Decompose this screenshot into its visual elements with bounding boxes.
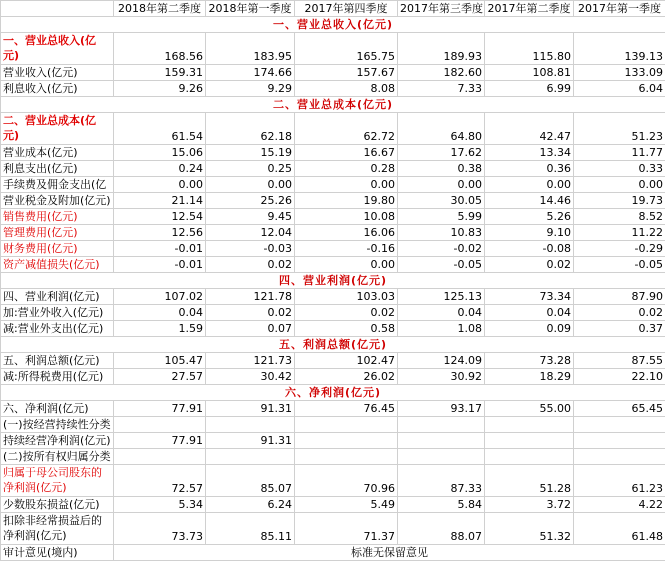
- section-header-row: [1, 337, 665, 353]
- cell-value: 25.26: [206, 193, 295, 209]
- cell-value: [295, 417, 398, 433]
- table-row: [1, 497, 665, 513]
- cell-value: 70.96: [295, 465, 398, 497]
- cell-value: 30.05: [398, 193, 485, 209]
- row-label: 六、净利润(亿元): [1, 401, 114, 417]
- cell-value: [295, 433, 398, 449]
- cell-value: 18.29: [485, 369, 574, 385]
- cell-value: [114, 417, 206, 433]
- section-title: 一、营业总收入(亿元): [1, 17, 665, 33]
- table-row: [1, 225, 665, 241]
- cell-value: 0.04: [485, 305, 574, 321]
- cell-value: 5.49: [295, 497, 398, 513]
- cell-value: 73.28: [485, 353, 574, 369]
- cell-value: 0.00: [398, 177, 485, 193]
- row-label: 持续经营净利润(亿元): [1, 433, 114, 449]
- row-label: 扣除非经常损益后的净利润(亿元): [1, 513, 114, 545]
- table-row: [1, 401, 665, 417]
- cell-value: 108.81: [485, 65, 574, 81]
- cell-value: 64.80: [398, 113, 485, 145]
- cell-value: 26.02: [295, 369, 398, 385]
- cell-value: [398, 417, 485, 433]
- section-header-row: [1, 273, 665, 289]
- cell-value: 133.09: [574, 65, 665, 81]
- cell-value: 0.00: [295, 177, 398, 193]
- cell-value: 0.00: [574, 177, 665, 193]
- cell-value: 0.58: [295, 321, 398, 337]
- table-row: [1, 257, 665, 273]
- cell-value: 16.06: [295, 225, 398, 241]
- cell-value: 7.33: [398, 81, 485, 97]
- cell-value: 55.00: [485, 401, 574, 417]
- cell-value: 0.02: [206, 257, 295, 273]
- header-cell-2018q2: 2018年第二季度: [114, 1, 206, 17]
- cell-value: 6.04: [574, 81, 665, 97]
- cell-value: 102.47: [295, 353, 398, 369]
- cell-value: 125.13: [398, 289, 485, 305]
- cell-value: [485, 449, 574, 465]
- row-label: (一)按经营持续性分类: [1, 417, 114, 433]
- cell-value: 77.91: [114, 401, 206, 417]
- cell-value: 4.22: [574, 497, 665, 513]
- row-label: 利息支出(亿元): [1, 161, 114, 177]
- row-label: 五、利润总额(亿元): [1, 353, 114, 369]
- cell-value: -0.02: [398, 241, 485, 257]
- cell-value: -0.03: [206, 241, 295, 257]
- cell-value: 5.34: [114, 497, 206, 513]
- table-row: [1, 81, 665, 97]
- row-label: 利息收入(亿元): [1, 81, 114, 97]
- cell-value: 13.34: [485, 145, 574, 161]
- cell-value: 1.59: [114, 321, 206, 337]
- cell-value: 19.80: [295, 193, 398, 209]
- cell-value: 76.45: [295, 401, 398, 417]
- row-label: 管理费用(亿元): [1, 225, 114, 241]
- cell-value: -0.16: [295, 241, 398, 257]
- cell-value: 62.18: [206, 113, 295, 145]
- cell-value: 0.09: [485, 321, 574, 337]
- table-row: [1, 65, 665, 81]
- cell-value: 8.08: [295, 81, 398, 97]
- cell-value: 182.60: [398, 65, 485, 81]
- cell-value: 51.23: [574, 113, 665, 145]
- cell-value: 19.73: [574, 193, 665, 209]
- row-label: 营业收入(亿元): [1, 65, 114, 81]
- header-cell-empty: [1, 1, 114, 17]
- cell-value: 0.02: [485, 257, 574, 273]
- cell-value: [398, 449, 485, 465]
- cell-value: 107.02: [114, 289, 206, 305]
- row-label: 二、营业总成本(亿元): [1, 113, 114, 145]
- cell-value: 73.73: [114, 513, 206, 545]
- section-header-row: [1, 97, 665, 113]
- header-cell-2017q3: 2017年第三季度: [398, 1, 485, 17]
- cell-value: 17.62: [398, 145, 485, 161]
- cell-value: 0.00: [295, 257, 398, 273]
- audit-value: 标准无保留意见: [114, 545, 665, 561]
- table-row: [1, 353, 665, 369]
- cell-value: 87.55: [574, 353, 665, 369]
- cell-value: 9.10: [485, 225, 574, 241]
- cell-value: 121.73: [206, 353, 295, 369]
- cell-value: 0.33: [574, 161, 665, 177]
- cell-value: 105.47: [114, 353, 206, 369]
- cell-value: 0.02: [574, 305, 665, 321]
- cell-value: 91.31: [206, 401, 295, 417]
- cell-value: 183.95: [206, 33, 295, 65]
- header-row: [1, 1, 665, 17]
- cell-value: 0.37: [574, 321, 665, 337]
- cell-value: 15.06: [114, 145, 206, 161]
- header-cell-2017q1: 2017年第一季度: [574, 1, 665, 17]
- row-label: 归属于母公司股东的净利润(亿元): [1, 465, 114, 497]
- cell-value: 27.57: [114, 369, 206, 385]
- row-label: 财务费用(亿元): [1, 241, 114, 257]
- row-label: 销售费用(亿元): [1, 209, 114, 225]
- cell-value: 3.72: [485, 497, 574, 513]
- cell-value: 0.28: [295, 161, 398, 177]
- header-cell-2017q4: 2017年第四季度: [295, 1, 398, 17]
- cell-value: 77.91: [114, 433, 206, 449]
- cell-value: 14.46: [485, 193, 574, 209]
- table-row: [1, 177, 665, 193]
- cell-value: -0.01: [114, 241, 206, 257]
- table-row: [1, 289, 665, 305]
- cell-value: 5.84: [398, 497, 485, 513]
- cell-value: 0.00: [114, 177, 206, 193]
- cell-value: [485, 417, 574, 433]
- table-row: [1, 417, 665, 433]
- cell-value: 85.07: [206, 465, 295, 497]
- cell-value: 12.54: [114, 209, 206, 225]
- cell-value: 10.83: [398, 225, 485, 241]
- cell-value: 5.26: [485, 209, 574, 225]
- cell-value: 30.42: [206, 369, 295, 385]
- cell-value: 0.36: [485, 161, 574, 177]
- audit-label: 审计意见(境内): [1, 545, 114, 561]
- cell-value: 139.13: [574, 33, 665, 65]
- cell-value: 11.77: [574, 145, 665, 161]
- cell-value: 0.02: [206, 305, 295, 321]
- cell-value: [295, 449, 398, 465]
- cell-value: 0.24: [114, 161, 206, 177]
- cell-value: 9.29: [206, 81, 295, 97]
- row-label: 营业成本(亿元): [1, 145, 114, 161]
- table-row: [1, 145, 665, 161]
- row-label: 四、营业利润(亿元): [1, 289, 114, 305]
- cell-value: -0.08: [485, 241, 574, 257]
- row-label: 资产减值损失(亿元): [1, 257, 114, 273]
- row-label: 减:所得税费用(亿元): [1, 369, 114, 385]
- cell-value: 0.07: [206, 321, 295, 337]
- cell-value: 103.03: [295, 289, 398, 305]
- row-label: 一、营业总收入(亿元): [1, 33, 114, 65]
- cell-value: 21.14: [114, 193, 206, 209]
- cell-value: 124.09: [398, 353, 485, 369]
- cell-value: 12.04: [206, 225, 295, 241]
- cell-value: 159.31: [114, 65, 206, 81]
- cell-value: 72.57: [114, 465, 206, 497]
- cell-value: 88.07: [398, 513, 485, 545]
- cell-value: 85.11: [206, 513, 295, 545]
- table-row: [1, 321, 665, 337]
- section-title: 二、营业总成本(亿元): [1, 97, 665, 113]
- audit-row: [1, 545, 665, 561]
- cell-value: [206, 449, 295, 465]
- cell-value: 9.45: [206, 209, 295, 225]
- cell-value: 12.56: [114, 225, 206, 241]
- row-label: 营业税金及附加(亿元): [1, 193, 114, 209]
- cell-value: 61.48: [574, 513, 665, 545]
- section-title: 五、利润总额(亿元): [1, 337, 665, 353]
- cell-value: 51.32: [485, 513, 574, 545]
- cell-value: [574, 449, 665, 465]
- cell-value: 22.10: [574, 369, 665, 385]
- cell-value: [485, 433, 574, 449]
- section-header-row: [1, 17, 665, 33]
- table-row: [1, 369, 665, 385]
- table-row: [1, 449, 665, 465]
- section-title: 六、净利润(亿元): [1, 385, 665, 401]
- cell-value: 42.47: [485, 113, 574, 145]
- cell-value: 71.37: [295, 513, 398, 545]
- cell-value: [574, 417, 665, 433]
- table-row: [1, 193, 665, 209]
- cell-value: 65.45: [574, 401, 665, 417]
- cell-value: -0.05: [574, 257, 665, 273]
- cell-value: 9.26: [114, 81, 206, 97]
- cell-value: 0.00: [206, 177, 295, 193]
- cell-value: 174.66: [206, 65, 295, 81]
- cell-value: 121.78: [206, 289, 295, 305]
- cell-value: 165.75: [295, 33, 398, 65]
- table-row: [1, 513, 665, 545]
- cell-value: -0.29: [574, 241, 665, 257]
- cell-value: 87.90: [574, 289, 665, 305]
- header-cell-2018q1: 2018年第一季度: [206, 1, 295, 17]
- cell-value: -0.05: [398, 257, 485, 273]
- row-label: 减:营业外支出(亿元): [1, 321, 114, 337]
- cell-value: 0.38: [398, 161, 485, 177]
- cell-value: 11.22: [574, 225, 665, 241]
- cell-value: 157.67: [295, 65, 398, 81]
- row-label: 手续费及佣金支出(亿: [1, 177, 114, 193]
- cell-value: 0.04: [398, 305, 485, 321]
- cell-value: 30.92: [398, 369, 485, 385]
- cell-value: 6.99: [485, 81, 574, 97]
- section-title: 四、营业利润(亿元): [1, 273, 665, 289]
- cell-value: 189.93: [398, 33, 485, 65]
- cell-value: 10.08: [295, 209, 398, 225]
- header-cell-2017q2: 2017年第二季度: [485, 1, 574, 17]
- cell-value: 6.24: [206, 497, 295, 513]
- row-label: (二)按所有权归属分类: [1, 449, 114, 465]
- cell-value: 51.28: [485, 465, 574, 497]
- cell-value: 15.19: [206, 145, 295, 161]
- cell-value: 91.31: [206, 433, 295, 449]
- cell-value: 93.17: [398, 401, 485, 417]
- section-header-row: [1, 385, 665, 401]
- cell-value: 5.99: [398, 209, 485, 225]
- cell-value: -0.01: [114, 257, 206, 273]
- cell-value: [114, 449, 206, 465]
- cell-value: 0.04: [114, 305, 206, 321]
- cell-value: 168.56: [114, 33, 206, 65]
- cell-value: 8.52: [574, 209, 665, 225]
- cell-value: 0.02: [295, 305, 398, 321]
- cell-value: 73.34: [485, 289, 574, 305]
- cell-value: 115.80: [485, 33, 574, 65]
- row-label: 少数股东损益(亿元): [1, 497, 114, 513]
- cell-value: [398, 433, 485, 449]
- cell-value: 61.23: [574, 465, 665, 497]
- cell-value: 16.67: [295, 145, 398, 161]
- table-row: [1, 433, 665, 449]
- table-row: [1, 305, 665, 321]
- cell-value: 0.00: [485, 177, 574, 193]
- table-row: [1, 209, 665, 225]
- cell-value: 61.54: [114, 113, 206, 145]
- table-row: [1, 241, 665, 257]
- cell-value: 62.72: [295, 113, 398, 145]
- table-row: [1, 113, 665, 145]
- table-row: [1, 161, 665, 177]
- table-row: [1, 465, 665, 497]
- row-label: 加:营业外收入(亿元): [1, 305, 114, 321]
- cell-value: [574, 433, 665, 449]
- cell-value: 0.25: [206, 161, 295, 177]
- cell-value: 87.33: [398, 465, 485, 497]
- cell-value: [206, 417, 295, 433]
- cell-value: 1.08: [398, 321, 485, 337]
- table-row: [1, 33, 665, 65]
